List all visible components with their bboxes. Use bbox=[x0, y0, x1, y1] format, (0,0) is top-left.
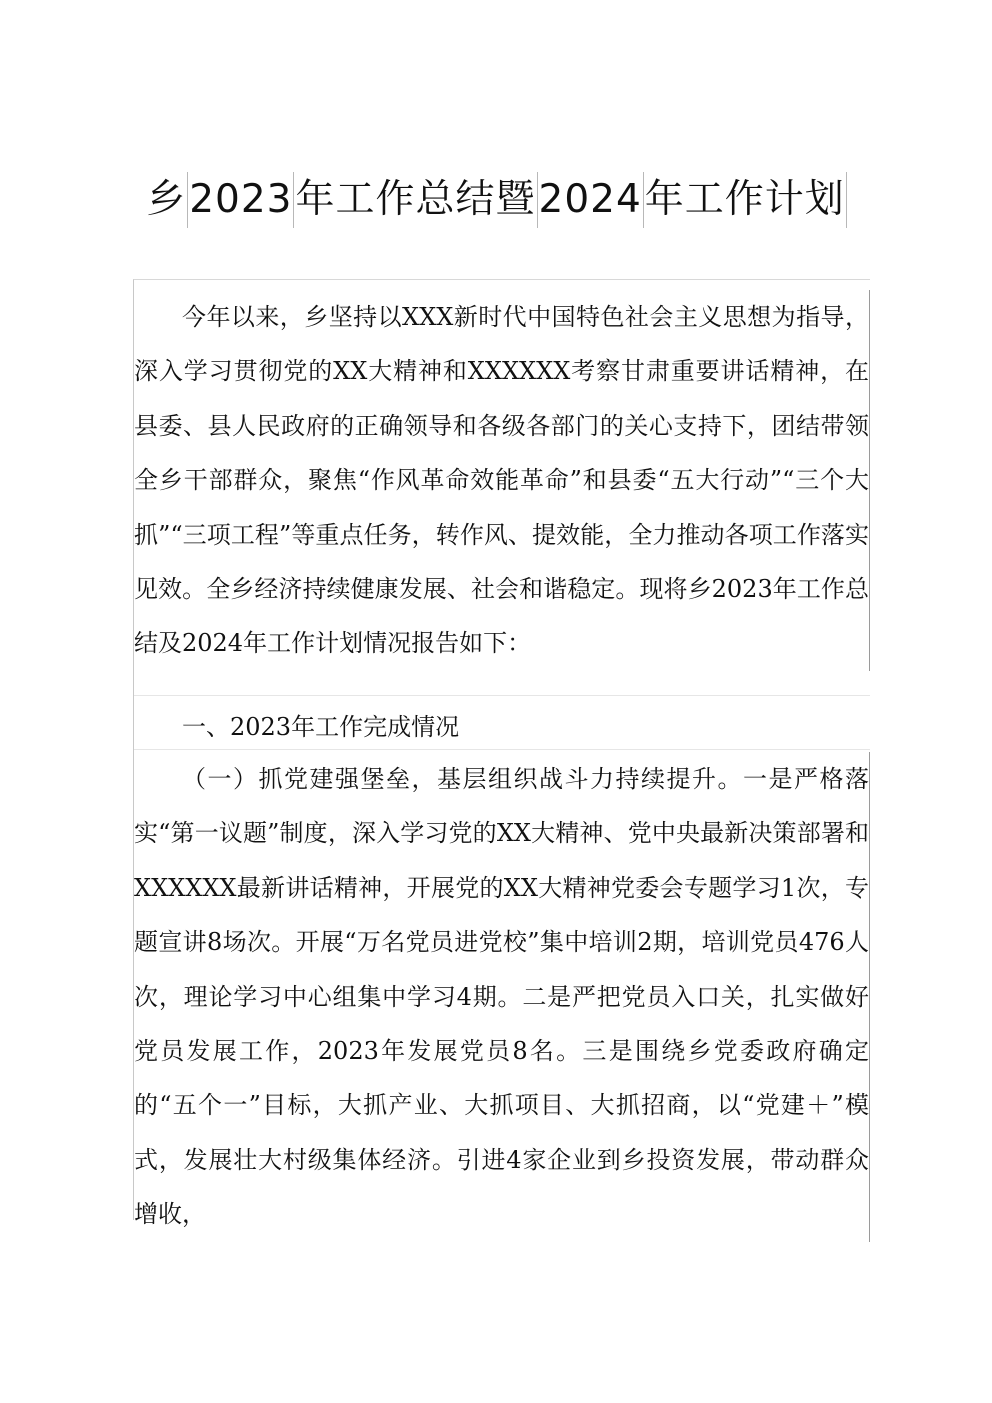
divider bbox=[134, 695, 870, 696]
section-1-paragraph: （一）抓党建强堡垒，基层组织战斗力持续提升。一是严格落实“第一议题”制度，深入学习党的XX大精神、党中央最新决策部署和XXXXXX最新讲话精神，开展党的XX大精神党委会专题学习1次，专题宣讲8场次。开展“万名党员进党校”集中培训2期，培训党员476人次，理论学习中心组集中学习4期。二是严把党员入口关，扎实做好党员发展工作，2023年发展党员8名。三是围绕乡党委政府确定的“五个一”目标，大抓产业、大抓项目、大抓招商，以“党建＋”模式，发展壮大村级集体经济。引进4家企业到乡投资发展，带动群众增收， bbox=[134, 752, 870, 1242]
document-title bbox=[0, 172, 992, 228]
title-part-2: 2023 bbox=[188, 172, 294, 228]
section-heading: 一、2023年工作完成情况 bbox=[182, 713, 460, 741]
title-part-4: 2024 bbox=[538, 172, 644, 228]
title-part-1: 乡 bbox=[145, 172, 188, 228]
divider bbox=[134, 749, 870, 750]
title-part-5: 年工作计划 bbox=[644, 172, 847, 228]
body-frame bbox=[133, 279, 870, 1229]
intro-paragraph: 今年以来，乡坚持以XXX新时代中国特色社会主义思想为指导，深入学习贯彻党的XX大精神和XXXXXX考察甘肃重要讲话精神，在县委、县人民政府的正确领导和各级各部门的关心支持下，团结带领全乡干部群众，聚焦“作风革命效能革命”和县委“五大行动”“三个大抓”“三项工程”等重点任务，转作风、提效能，全力推动各项工作落实见效。全乡经济持续健康发展、社会和谐稳定。现将乡2023年工作总结及2024年工作计划情况报告如下： bbox=[134, 290, 870, 671]
title-part-3: 年工作总结暨 bbox=[294, 172, 537, 228]
